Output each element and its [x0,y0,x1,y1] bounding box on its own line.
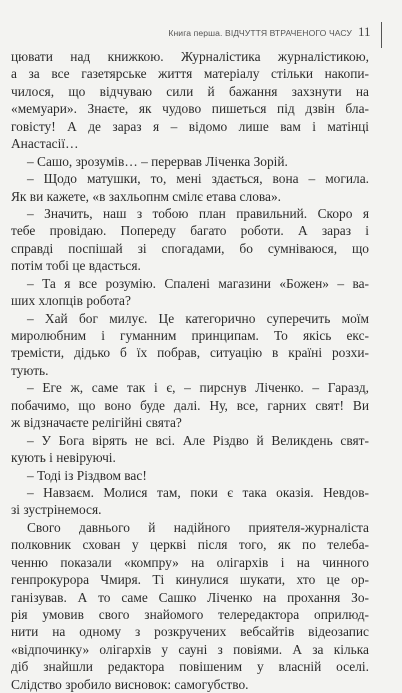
text-line: нити на одному з розкручених вебсайтів відеозапис [11,624,369,640]
text-line: діб знайшли редактора повішеним у власній оселі. [11,659,369,675]
text-line: кують і невіруючі. [11,450,116,466]
body-text [11,48,369,693]
text-line: – У Бога вірять не всі. Але Різдво й Великдень свят- [27,432,369,448]
text-line: справді поспішай зі спогадами, бо сумніваюся, що [11,240,369,256]
text-line: Анастасії… [11,136,79,152]
text-line: рія умовив свого знайомого телередактора оприлюд- [11,607,369,622]
text-line: потім тобі це вдасться. [11,258,141,274]
text-line: зі зустрінемося. [11,502,102,518]
text-line: тебе провідаю. Попереду багато роботи. А зараз і [11,223,369,239]
text-line: Слідство зробило висновок: самогубство. [11,676,249,692]
text-line: ших хлопців робота? [11,293,131,309]
text-line: – Значить, наш з тобою план правильний. Скоро я [27,205,369,221]
text-line: тремісти, дідько б їх побрав, ситуацію в країні розхи- [11,345,369,361]
text-line: – Та я все розумію. Спалені магазини «Божен» – ва- [27,275,369,291]
text-line: – Еге ж, саме так і є, – пирснув Ліченко. – Гаразд, [27,380,369,396]
text-line: генпрокурора Чмиря. Ті кинулися шукати, хто це ор- [11,572,369,588]
text-line: а за все газетярське життя матеріалу стільки накопи- [11,66,369,82]
text-line: Свого давнього й надійного приятеля-журналіста [27,519,369,535]
text-line: миролюбним і гуманним принципам. То якісь екс- [11,328,369,343]
page-edge-mark [381,22,382,48]
text-line: – Тоді із Різдвом вас! [27,467,147,483]
text-line: «відпочинку» олігархів у сауні з повіями. А за кілька [11,641,369,657]
text-line: – Щодо матушки, то, мені здається, вона – могила. [27,171,369,187]
text-line: говісту! А де зараз я – відомо лише вам і матінці [11,118,369,134]
text-line: полковник схован у церкві після того, як по телеба- [11,537,369,553]
text-line: тують. [11,362,49,378]
text-line: Як ви кажете, «в захльопнм смілє етава слова». [11,188,282,204]
text-line: побачимо, що воно буде далі. Ну, все, гарних свят! Ви [11,397,369,413]
running-title: Книга перша. ВІДЧУТТЯ ВТРАЧЕНОГО ЧАСУ [168,28,352,38]
page-number: 11 [358,24,371,39]
text-line: «мемуари». Знаєте, як чудово пишеться під дзвін бла- [11,101,369,117]
text-line: ж відзначаєте релігійні свята? [11,415,182,431]
text-line: чилося, що відчуваю сили й бажання захзнути на [11,83,369,99]
text-line: – Навзаєм. Молися там, поки є така оказія. Невдов- [27,484,369,500]
text-line: – Хай бог милує. Це категорично суперечить моїм [27,310,369,326]
text-line: – Сашо, зрозумів… – перервав Ліченка Зорій. [27,153,288,169]
text-line: ганізував. А то саме Сашко Ліченко на прохання Зо- [11,589,369,605]
text-line: цювати над книжкою. Журналістика журналістикою, [11,49,369,64]
text-line: ченню показали «компру» на олігархів і на чинного [11,554,369,570]
